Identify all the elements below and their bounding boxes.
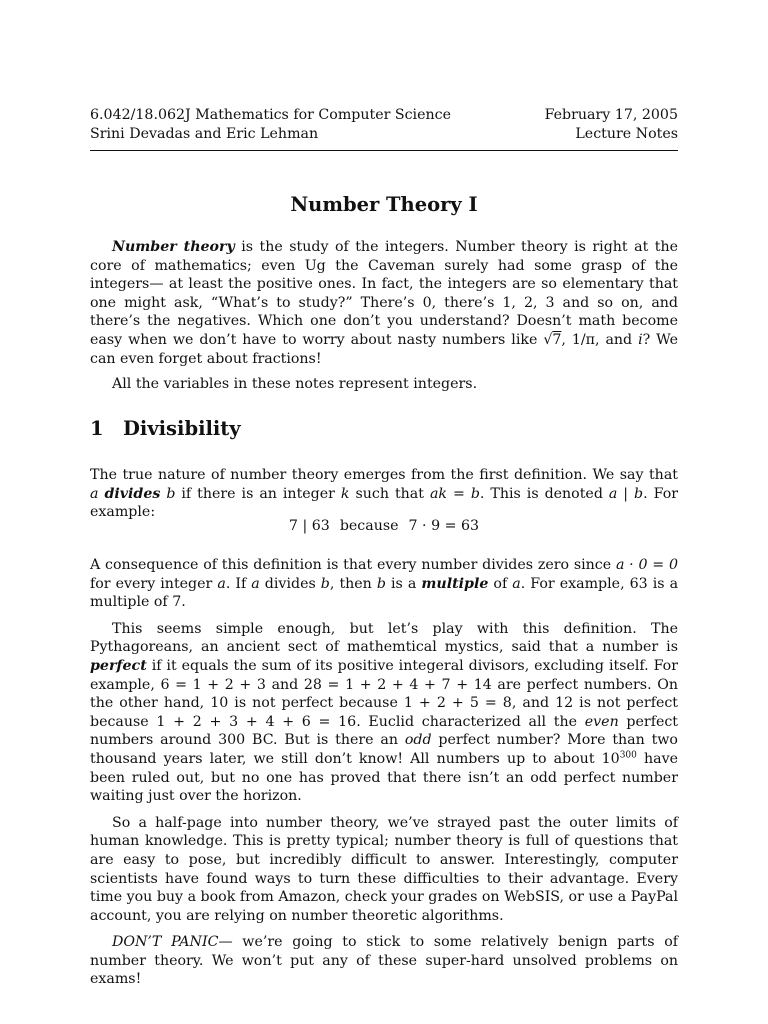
definition-paragraph: The true nature of number theory emerges from the first definition. We say that a divides b if there is an integer k such that ak = b. This is denoted a | b. For example:: [90, 467, 679, 521]
consequence-paragraph: A consequence of this definition is that every number divides zero since a · 0 = 0 for every integer a. If a divides b, then b is a multiple of a. For example, 63 is a multiple of 7.: [90, 557, 679, 611]
page-header: [90, 106, 678, 144]
intro-paragraph: Number theory is the study of the integers. Number theory is right at the core of mathematics; even Ug the Caveman surely had some grasp of the integers— at least the positive ones. In fact, the integers are so elementary that one might ask, “What’s to study?” There’s 0, there’s 1, 2, 3 and so on, and there’s the negatives. Which one don’t you understand? Doesn’t math become easy when we don’t have to worry about nasty numbers like √7, 1/π, and i? We can even forget about fractions!: [90, 239, 679, 367]
variables-note: All the variables in these notes represent integers.: [112, 376, 478, 393]
intro-section: [90, 238, 678, 394]
document-type: Lecture Notes: [575, 126, 678, 142]
perfect-numbers-paragraph: This seems simple enough, but let’s play with this definition. The Pythagoreans, an ancient sect of mathemtical mystics, said that a number is perfect if it equals the sum of its positive integeral divisors, excluding itself. For example, 6 = 1 + 2 + 3 and 28 = 1 + 2 + 4 + 7 + 14 are perfect numbers. On the other hand, 10 is not perfect because 1 + 2 + 5 = 8, and 12 is not perfect because 1 + 2 + 3 + 4 + 6 = 16. Euclid characterized all the even perfect numbers around 300 BC. But is there an odd perfect number? More than two thousand years later, we still don’t know! All numbers up to about $10^{300}$ have been ruled out, but no one has proved that there isn’t an odd perfect number waiting just over the horizon.: [90, 620, 678, 805]
section-title: Divisibility: [123, 417, 241, 440]
section-heading: [90, 417, 241, 440]
authors: Srini Devadas and Eric Lehman: [90, 126, 319, 142]
header-rule: [90, 150, 678, 151]
course-title: 6.042/18.062J Mathematics for Computer Science: [90, 107, 451, 123]
term-number-theory: Number theory: [112, 239, 235, 255]
term-multiple: multiple: [421, 575, 489, 592]
document-date: February 17, 2005: [544, 107, 678, 123]
display-equation: 7 | 63 because 7 · 9 = 63: [288, 518, 480, 534]
halfpage-paragraph: So a half-page into number theory, we’ve strayed past the outer limits of human knowledge. This is pretty typical; number theory is full of questions that are easy to pose, but incredibly difficult to answer. Interestingly, computer scientists have found ways to turn these difficulties to their advantage. Every time you buy a book from Amazon, check your grades on WebSIS, or use a PayPal account, you are relying on number theoretic algorithms.: [90, 814, 678, 924]
body-section: [90, 556, 678, 989]
term-perfect: perfect: [90, 657, 147, 674]
document-title: Number Theory I: [290, 193, 478, 216]
section-number: 1: [90, 417, 104, 440]
term-divides: divides: [104, 485, 161, 502]
dont-panic-paragraph: DON’T PANIC— we’re going to stick to some relatively benign parts of number theory. We won’t put any of these super-hard unsolved problems on exams!: [90, 934, 679, 988]
dont-panic-phrase: DON’T PANIC: [112, 934, 219, 951]
